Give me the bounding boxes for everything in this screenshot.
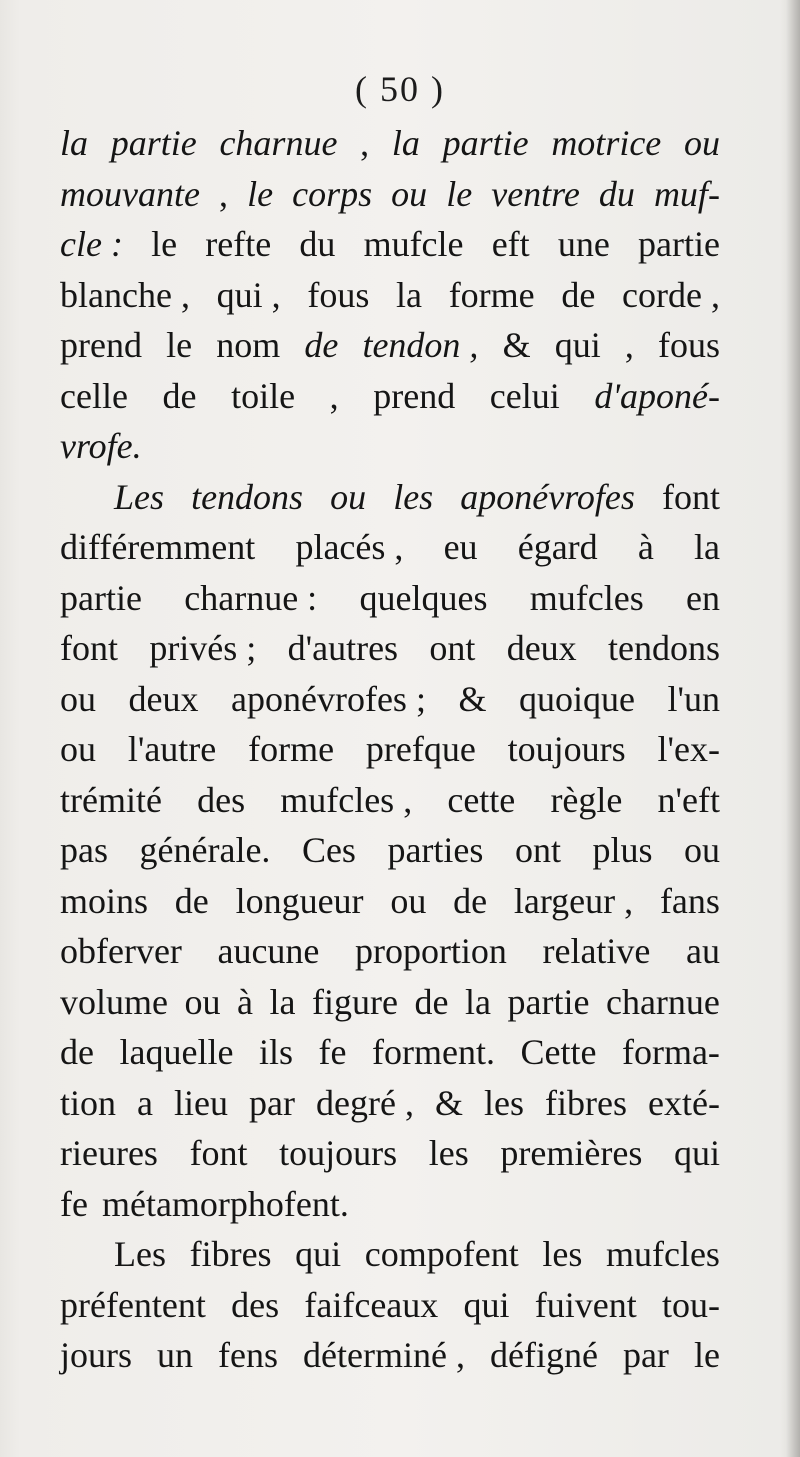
word: fibres xyxy=(189,1234,272,1274)
word: mouvante xyxy=(60,173,200,214)
text-line xyxy=(60,825,720,876)
text-line xyxy=(60,977,720,1028)
word: de xyxy=(174,880,209,921)
word: muf- xyxy=(653,173,720,214)
word: par xyxy=(249,1082,295,1123)
text-line xyxy=(60,219,720,270)
word: celle xyxy=(60,375,128,416)
word: d'aponé- xyxy=(594,375,720,416)
word: un xyxy=(157,1335,194,1375)
word: le xyxy=(151,224,178,264)
word: les xyxy=(542,1234,583,1274)
word: Les xyxy=(114,476,165,517)
word: charnue : xyxy=(184,577,318,618)
word: ou xyxy=(60,678,96,719)
word: a xyxy=(137,1082,154,1123)
word: charnue xyxy=(605,981,720,1022)
text-line xyxy=(60,320,720,371)
word: l'un xyxy=(667,678,720,719)
word: la xyxy=(465,981,491,1022)
word: tendons xyxy=(608,628,720,668)
word: ont xyxy=(514,830,561,870)
word: qui xyxy=(463,1284,510,1325)
word: une xyxy=(557,224,610,264)
word: longueur xyxy=(235,880,364,921)
text-line xyxy=(60,724,720,775)
page-edge-shadow xyxy=(786,0,800,1457)
word: fans xyxy=(659,880,720,921)
word: partie xyxy=(637,224,720,264)
word: les xyxy=(428,1133,469,1173)
word: du xyxy=(299,224,336,264)
word: Ces xyxy=(301,830,356,870)
word: ou xyxy=(391,173,428,214)
word: toujours xyxy=(507,729,626,769)
word: le xyxy=(166,325,193,365)
word: quoique xyxy=(519,678,635,719)
word: nom xyxy=(216,325,281,365)
word: forme xyxy=(448,274,535,315)
word: au xyxy=(685,931,720,971)
word: défigné xyxy=(489,1335,598,1375)
word: ou xyxy=(390,880,427,921)
word: lieu xyxy=(174,1082,229,1123)
word: vrofe. xyxy=(60,426,142,466)
word: aucune xyxy=(217,931,320,971)
text-line xyxy=(60,1229,720,1280)
word: de xyxy=(453,880,488,921)
text-line xyxy=(60,169,720,220)
word: la xyxy=(60,123,89,163)
word: exté- xyxy=(648,1082,720,1123)
word: le xyxy=(446,173,473,214)
word: qui xyxy=(673,1133,720,1173)
word: d'autres xyxy=(287,628,399,668)
word: du xyxy=(598,173,635,214)
word: , xyxy=(624,325,634,365)
word: qui xyxy=(295,1234,342,1274)
text-line xyxy=(60,775,720,826)
word: tion xyxy=(60,1082,117,1123)
word: font xyxy=(189,1133,248,1173)
word: par xyxy=(622,1335,669,1375)
text-line xyxy=(60,421,720,472)
word: à xyxy=(637,527,654,567)
word: premières xyxy=(500,1133,643,1173)
word: Les xyxy=(114,1234,166,1274)
word: charnue xyxy=(219,123,338,163)
word: degré , xyxy=(316,1082,414,1123)
text-line xyxy=(60,623,720,674)
word: motrice xyxy=(551,123,662,163)
text-line xyxy=(60,522,720,573)
word: partie xyxy=(442,123,529,163)
text-line xyxy=(60,118,720,169)
word: n'eft xyxy=(657,779,720,820)
word: mufcles , xyxy=(280,779,413,820)
word: des xyxy=(231,1284,280,1325)
word: de xyxy=(561,274,596,315)
word: qui xyxy=(554,325,601,365)
word: pas xyxy=(60,830,108,870)
word: font xyxy=(661,476,720,517)
text-line xyxy=(60,1330,720,1381)
word: proportion xyxy=(354,931,507,971)
word: règle xyxy=(550,779,623,820)
word: de xyxy=(414,981,449,1022)
text-line xyxy=(60,926,720,977)
word: relative xyxy=(542,931,651,971)
word: eft xyxy=(491,224,530,264)
text-line xyxy=(60,371,720,422)
word: moins xyxy=(60,880,149,921)
word: fous xyxy=(657,325,720,365)
word: toile xyxy=(231,375,296,416)
word: fuivent xyxy=(534,1284,637,1325)
word: les xyxy=(484,1082,525,1123)
word: plus xyxy=(592,830,653,870)
word: prend xyxy=(60,325,142,365)
word: cette xyxy=(447,779,516,820)
word: mufcle xyxy=(363,224,464,264)
word: le xyxy=(693,1335,720,1375)
word: celui xyxy=(489,375,560,416)
text-line xyxy=(60,1128,720,1179)
word: aponévrofes ; xyxy=(231,678,426,719)
word: ou xyxy=(184,981,221,1022)
word: Cette xyxy=(520,1032,597,1072)
text-line xyxy=(60,876,720,927)
word: parties xyxy=(387,830,484,870)
word: fe xyxy=(318,1032,347,1072)
word: , xyxy=(329,375,339,416)
word: égard xyxy=(517,527,598,567)
word: la xyxy=(391,123,420,163)
word: partie xyxy=(507,981,590,1022)
word: la xyxy=(269,981,296,1022)
word: figure xyxy=(312,981,398,1022)
word: aponévrofes xyxy=(460,476,635,517)
word: ou xyxy=(60,729,96,769)
word: ou xyxy=(684,123,720,163)
word: déterminé , xyxy=(303,1335,465,1375)
word: partie xyxy=(60,577,142,618)
word: différemment xyxy=(60,527,256,567)
word: ils xyxy=(258,1032,293,1072)
word: partie xyxy=(110,123,197,163)
word: prend xyxy=(373,375,456,416)
word: fous xyxy=(307,274,370,315)
word: privés ; xyxy=(149,628,257,668)
word: & xyxy=(502,325,531,365)
word: toujours xyxy=(279,1133,398,1173)
text-line xyxy=(60,1280,720,1331)
word: fe xyxy=(60,1183,88,1224)
word: mufcles xyxy=(605,1234,720,1274)
text-line xyxy=(60,674,720,725)
word: à xyxy=(237,981,253,1022)
word: ou xyxy=(330,476,367,517)
word: corps xyxy=(292,173,373,214)
word: & xyxy=(434,1082,463,1123)
word: rieures xyxy=(60,1133,158,1173)
word: deux xyxy=(506,628,577,668)
text-line xyxy=(60,472,720,523)
word: forment. xyxy=(371,1032,495,1072)
word: compofent xyxy=(364,1234,519,1274)
word: de xyxy=(60,1032,94,1072)
word: préfentent xyxy=(60,1284,206,1325)
word: refte xyxy=(205,224,272,264)
word: les xyxy=(393,476,434,517)
body-text xyxy=(60,118,720,1381)
text-line xyxy=(60,573,720,624)
word: ou xyxy=(684,830,720,870)
word: générale. xyxy=(139,830,271,870)
word: , xyxy=(360,123,370,163)
word: tou- xyxy=(662,1284,720,1325)
word: eu xyxy=(443,527,478,567)
word: , xyxy=(219,173,229,214)
word: forma- xyxy=(621,1032,720,1072)
word: placés , xyxy=(295,527,404,567)
word: qui , xyxy=(216,274,281,315)
word: tendon , xyxy=(362,325,479,365)
word: deux xyxy=(128,678,199,719)
word: & xyxy=(458,678,487,719)
word: font xyxy=(60,628,118,668)
word: la xyxy=(396,274,422,315)
word: de xyxy=(162,375,197,416)
word: cle : xyxy=(60,224,123,264)
word: en xyxy=(686,577,720,618)
word: laquelle xyxy=(119,1032,234,1072)
word: l'ex- xyxy=(657,729,720,769)
word: de xyxy=(304,325,339,365)
text-line xyxy=(60,1078,720,1129)
word: tendons xyxy=(191,476,304,517)
word: mufcles xyxy=(529,577,644,618)
word: largeur , xyxy=(513,880,634,921)
word: trémité xyxy=(60,779,162,820)
text-line xyxy=(60,270,720,321)
word: volume xyxy=(60,981,168,1022)
word: faifceaux xyxy=(304,1284,439,1325)
word: la xyxy=(694,527,720,567)
word: fibres xyxy=(545,1082,627,1123)
text-line xyxy=(60,1027,720,1078)
word: des xyxy=(197,779,246,820)
word: fens xyxy=(218,1335,279,1375)
word: prefque xyxy=(365,729,476,769)
word: ventre xyxy=(491,173,580,214)
word: jours xyxy=(60,1335,132,1375)
page-number: ( 50 ) xyxy=(355,69,445,109)
text-line xyxy=(60,1179,720,1230)
word: le xyxy=(247,173,274,214)
word: ont xyxy=(429,628,476,668)
word: l'autre xyxy=(127,729,217,769)
word: métamorphofent. xyxy=(101,1183,349,1224)
word: quelques xyxy=(359,577,488,618)
word: obferver xyxy=(60,931,182,971)
word: blanche , xyxy=(60,274,190,315)
word: corde , xyxy=(622,274,720,315)
word: forme xyxy=(248,729,335,769)
